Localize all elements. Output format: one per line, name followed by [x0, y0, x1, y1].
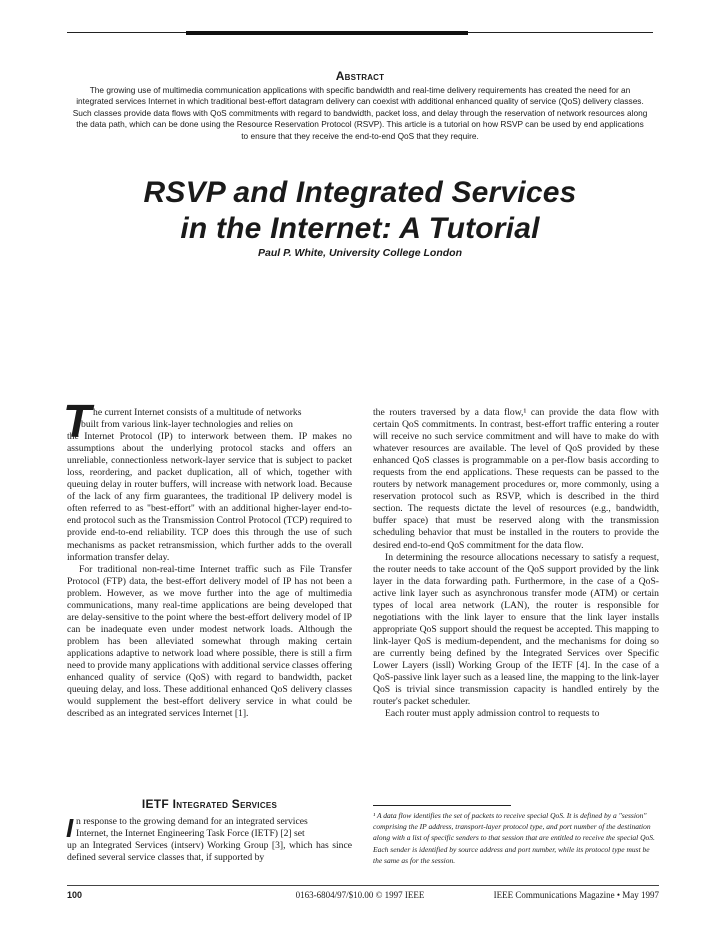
intro-line-1: he current Internet consists of a multitude of networks [93, 407, 302, 418]
intro-paragraph: the Internet Protocol (IP) to interwork between them. IP makes no assumptions about the underlying protocol stacks and offers an unreliable, connectionless network-layer service that is subject to packet loss, reordering, and packet duplication, all of which, together with queuing delay in router buffers, will increase with network load. Because of the lack of any firm guarantees, the traditional IP delivery model is often referred to as "best-effort" with an additional higher-layer end-to-end protocol such as the Transmission Control Protocol (TCP) required to provide end-to-end reliability. TCP does this through the use of such mechanisms as packet retransmission, which further adds to the overall information transfer delay. [67, 431, 352, 563]
page-number: 100 [67, 890, 83, 900]
section-line-1: n response to the growing demand for an integrated services [76, 816, 308, 827]
footnote: ¹ A data flow identifies the set of packets to receive special QoS. It is defined by a "session" comprising the IP address, transport-layer protocol type, and port number of the destination along with a list of specific senders to that session that are entitled to receive the special QoS. Each sender is identified by source address and port number, while its protocol type must be the same as for the session. [373, 811, 655, 865]
section-paragraph: up an Integrated Services (intserv) Working Group [3], which has since defined several service classes that, if supported by [67, 840, 352, 864]
intro-line-2: built from various link-layer technologies and relies on [81, 419, 293, 431]
right-paragraph-2: In determining the resource allocations necessary to satisfy a request, the router needs to take account of the QoS support provided by the link layer in the data forwarding path. Furthermore, in the case of a QoS-active link layer such as asynchronous transfer mode (ATM) or certain types of local area network (LAN), the router is responsible for negotiations with the link layer to ensure that the link layer installs appropriate QoS support should the request be accepted. This mapping to link-layer QoS is medium-dependent, and the mechanisms for doing so are currently being defined by the Integrated Services over Specific Lower Layers (issll) Working Group of the IETF [4]. In the case of a QoS-passive link layer such as a leased line, the mapping to the link-layer QoS is trivial since transmission capacity is handled entirely by the router's packet scheduler. [373, 551, 659, 708]
footnote-rule [373, 805, 511, 806]
journal-issue: IEEE Communications Magazine • May 1997 [493, 890, 659, 900]
header-rule-thick [186, 31, 468, 35]
title-line-1: RSVP and Integrated Services [143, 176, 577, 209]
article-title [0, 175, 720, 247]
right-paragraph-1: the routers traversed by a data flow,¹ can provide the data flow with certain QoS commitments. In contrast, best-effort traffic entering a router will receive no such service commitment and will have to make do with whatever resources are available. The level of QoS provided by these enhanced QoS classes is programmable on a per-flow basis according to requests from the end applications. These requests can be passed to the routers by network management procedures or, more commonly, using a reservation protocol such as RSVP, which is described in the third section. The requests dictate the level of resources (e.g., bandwidth, buffer space) that must be reserved along with the transmission scheduling behavior that must be installed in the routers to provide the desired end-to-end QoS commitment for the data flow. [373, 407, 659, 551]
right-paragraph-3: Each router must apply admission control to requests to [385, 708, 600, 720]
abstract-heading: Abstract [335, 69, 385, 83]
title-line-2: in the Internet: A Tutorial [180, 212, 540, 245]
left-column [67, 407, 352, 720]
section-heading: IETF Integrated Services [141, 797, 278, 811]
copyright-line: 0163-6804/97/$10.00 © 1997 IEEE [295, 890, 425, 900]
body-paragraph-2: For traditional non-real-time Internet traffic such as File Transfer Protocol (FTP) data, the best-effort delivery model of IP has not been a problem. However, as we move further into the age of multimedia communications, many real-time applications are being developed that are delay-sensitive to the point where the best-effort delivery model of IP can be inadequate even under modest network loads. Although the problem has been alleviated somewhat through making certain applications adaptive to network load where possible, there is still a firm need to provide many applications with additional service classes offering enhanced quality of service (QoS) with regard to bandwidth, packet queuing delay, and loss. These additional enhanced QoS delivery classes would supplement the best-effort delivery service in what could be described as an integrated services Internet [1]. [67, 563, 353, 720]
right-column [373, 407, 659, 720]
section-line-2: Internet, the Internet Engineering Task Force (IETF) [2] set [76, 828, 305, 840]
author-byline: Paul P. White, University College London [257, 247, 462, 259]
abstract-text: The growing use of multimedia communication applications with specific bandwidth and real-time delivery requirements has created the need for an integrated services Internet in which traditional best-effort datagram delivery can coexist with additional enhanced quality of service (QoS) delivery classes. Such classes provide data flows with QoS commitments with regard to bandwidth, packet loss, and delay through the reservation of network resources along the data path, which can be done using the Resource Reservation Protocol (RSVP). This article is a tutorial on how RSVP can be used by end applications to ensure that they receive the end-to-end QoS that they require. [72, 85, 648, 141]
drop-cap-i: I [66, 813, 74, 843]
section-text [66, 813, 352, 864]
drop-cap-t: T [63, 395, 92, 447]
footer-rule [67, 885, 659, 886]
